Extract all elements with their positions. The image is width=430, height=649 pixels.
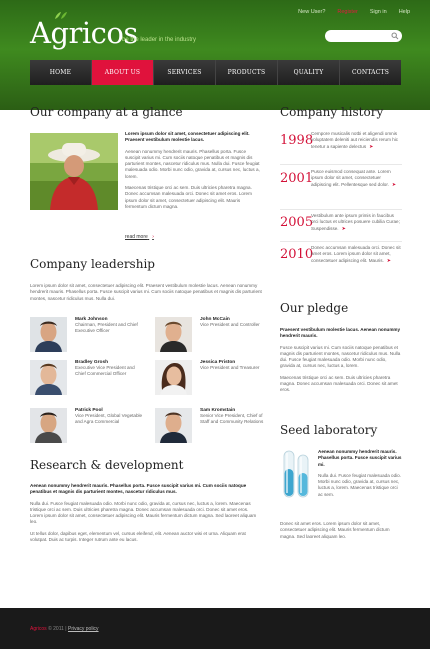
- person-info: [200, 408, 270, 426]
- research-title: Research & development: [30, 458, 184, 472]
- pledge-paragraph-2: Maecenas tristique orci ac sem. Duis ultricies pharetra magna. Donec accumsan malesuada orci. Donec sit amet eros.: [280, 374, 398, 393]
- research-paragraph-1: Nulla dui. Fusce feugiat malesuada odio. Morbi nunc odio, gravida at, cursus nec, luctus a, lorem. Maecenas tristique orci ac sem. Duis ultricies pharetra magna. Donec accumsan malesuada orci. Donec sit amet eros. Lorem ipsum dolor sit amet, consectetuer adipiscing elit. Mauris fermentum dictum magna. Sed laoreet aliquam leo.: [30, 500, 257, 525]
- person-info: [75, 360, 145, 378]
- footer-brand[interactable]: Agricos: [30, 626, 47, 632]
- glance-title: Our company at a glance: [30, 105, 183, 119]
- divider: [280, 241, 402, 242]
- portrait-image: [155, 317, 192, 352]
- footer-copyright: © 2011 |: [48, 626, 67, 632]
- person-role: Vice President and Controller: [200, 322, 260, 327]
- portrait-image: [155, 408, 192, 443]
- person-card: [155, 317, 270, 353]
- site-logo[interactable]: Agricos: [30, 16, 138, 50]
- glance-section: [30, 105, 262, 240]
- glance-lead: [125, 131, 262, 144]
- history-text: [311, 245, 402, 264]
- farmer-photo: [30, 133, 118, 210]
- person-card: [155, 408, 270, 444]
- glance-lead-text: Lorem ipsum dolor sit amet, consectetuer adipiscing elit. Praesent vestibulum molestie lacus.: [125, 131, 250, 143]
- main-nav: [30, 60, 401, 85]
- pledge-title: Our pledge: [280, 301, 349, 315]
- history-text: [311, 131, 402, 150]
- nav-contacts[interactable]: CONTACTS: [351, 69, 390, 76]
- read-more-link[interactable]: [125, 234, 154, 240]
- nav-services[interactable]: SERVICES: [154, 60, 216, 85]
- register-link[interactable]: Register: [337, 9, 358, 15]
- history-text-body: Pusce euismod consequat ante. Lorem ipsum dolor sit amet, consectetuer adipiscing elit. Pellentesque sed dolor.: [311, 169, 391, 187]
- divider: [280, 209, 402, 210]
- person-card: [155, 360, 270, 396]
- history-item: [280, 131, 402, 161]
- history-year: 2001: [280, 171, 314, 186]
- research-text: [30, 483, 262, 543]
- search-input[interactable]: [325, 30, 402, 42]
- glance-paragraph-1: Aenean nonummy hendrerit mauris. Phasellus porta. Fusce suscipit varius mi. Cum sociis natoque penatibus et magnis dis parturient montes, nascetur ridiculus mus. Nulla dui. Fusce feugiat malesuada odio. Morbi nunc odio, gravida at, cursus nec, luctus a, lorem.: [125, 148, 260, 179]
- history-text: [311, 169, 402, 188]
- history-text-body: Cempore musicalis notbi et aligendi omnis voluptatem deleniti aut reiciendis rerum hic tenetur a sapiente delectus: [311, 131, 399, 149]
- person-name: Patrick Pool: [75, 408, 103, 413]
- person-info: [200, 317, 270, 328]
- history-text: [311, 213, 402, 232]
- seed-paragraph-2: Donec sit amet eros. Lorem ipsum dolor sit amet, consectetuer adipiscing elit. Mauris fermentum dictum magna. Sed laoreet aliquam leo.: [280, 521, 390, 539]
- seed-lead-text: Aenean nonummy hendrerit mauris. Phasellus porta. Fusce suscipit varius mi.: [318, 449, 402, 467]
- seed-paragraph-1: Nulla dui. Fusce feugiat malesuada odio. Morbi nunc odio, gravida at, cursus nec, luctus a, lorem. Maecenas tristique orci ac sem.: [318, 472, 401, 497]
- history-item: [280, 213, 402, 243]
- history-text-body: Donec accumsan malesuada orci. Donec sit amet eros. Lorem ipsum dolor sit amet, consectetuer adipiscing elit. Mauris.: [311, 245, 401, 263]
- nav-quality[interactable]: QUALITY: [278, 60, 340, 85]
- leadership-intro: Lorem ipsum dolor sit amet, consectetuer adipiscing elit. Praesent vestibulum molestie lacus. Aenean nonummy hendrerit mauris. Phasellus porta. Fusce suscipit varius mi. Cum sociis natoque penatibus et magnis dis parturient montes, nascetur ridiculus mus. Nulla dui.: [30, 283, 262, 301]
- person-name: Bradley Grosh: [75, 360, 109, 365]
- glance-text: [125, 131, 262, 210]
- leadership-title: Company leadership: [30, 257, 155, 271]
- person-card: [30, 360, 145, 396]
- research-paragraph-2: Ut tellus dolor, dapibus eget, elementum vel, cursus eleifend, elit. Aenean auctor wisi et urna. Aliquam erat volutpat. Duis ac turpis. Integer rutrum ante eu lacus.: [30, 530, 246, 543]
- person-role: Executive Vice President and Chief Commercial Officer: [75, 365, 135, 377]
- pledge-paragraph-1: Fusce suscipit varius mi. Cum sociis natoque penatibus et magnis dis parturient montes, nascetur ridiculus mus. Nulla dui. Fusce feugiat malesuada odio. Morbi nunc odio, gravida at, cursus nec, luctus a, lorem.: [280, 344, 401, 369]
- person-info: [75, 408, 145, 426]
- person-name: Jessica Priston: [200, 360, 236, 365]
- portrait-image: [30, 360, 67, 395]
- arrow-right-icon[interactable]: ➤: [341, 225, 346, 232]
- person-role: Vice President and Treasurer: [200, 365, 260, 370]
- history-year: 2005: [280, 215, 314, 230]
- nav-products[interactable]: PRODUCTS: [216, 60, 278, 85]
- history-item: [280, 245, 402, 275]
- read-more-label[interactable]: read more: [125, 234, 148, 240]
- history-year: 2010: [280, 247, 314, 262]
- seed-title: Seed laboratory: [280, 423, 378, 437]
- person-role: Senior Vice President, Chief of Staff and Community Relations: [200, 413, 264, 425]
- portrait-image: [30, 408, 67, 443]
- divider: [280, 164, 402, 165]
- portrait-image: [155, 360, 192, 395]
- seed-lead: [318, 449, 402, 468]
- arrow-right-icon[interactable]: ➤: [386, 257, 391, 264]
- person-role: Vice President, Global Vegetable and Agra Commercial: [75, 413, 143, 425]
- help-link[interactable]: Help: [398, 9, 410, 15]
- leaf-icon: [54, 11, 68, 20]
- history-text-body: Vestibulum ante ipsum primis in faucibus orci luctus et ultrices posuere cubilia Curae; Suspendisse.: [311, 213, 400, 231]
- portrait-image: [30, 317, 67, 352]
- person-info: [75, 317, 145, 335]
- privacy-policy-link[interactable]: Privacy policy: [67, 626, 99, 632]
- person-info: [200, 360, 270, 371]
- arrow-right-icon[interactable]: ➤: [391, 181, 397, 188]
- site-footer: [0, 608, 430, 649]
- top-links: [298, 9, 410, 15]
- person-role: Chairman, President and Chief Executive Officer: [75, 322, 138, 334]
- footer-text: [30, 626, 99, 632]
- seed-text: [318, 449, 402, 498]
- arrow-right-icon[interactable]: ➤: [369, 143, 374, 150]
- site-header: [0, 0, 430, 110]
- research-lead-text: Aenean nonummy hendrerit mauris. Phasellus porta. Fusce suscipit varius mi. Cum sociis natoque penatibus et magnis dis parturient montes, nascetur ridiculus mus.: [30, 483, 247, 495]
- person-card: [30, 408, 145, 444]
- sign-in-link[interactable]: Sign in: [369, 9, 387, 15]
- research-lead: [30, 483, 262, 496]
- person-card: [30, 317, 145, 353]
- person-name: Mark Johnson: [75, 317, 108, 322]
- history-title: Company history: [280, 105, 384, 119]
- pledge-lead-text: Praesent vestibulum molestie lacus. Aenean nonummy hendrerit mauris.: [280, 327, 401, 339]
- search-icon[interactable]: [391, 32, 399, 40]
- pledge-text: [280, 327, 402, 394]
- history-year: 1998: [280, 133, 314, 148]
- test-tubes-image: [280, 449, 312, 501]
- arrow-right-icon: ›: [152, 234, 154, 240]
- pledge-lead: [280, 327, 402, 340]
- new-user-label: New User?: [298, 9, 326, 15]
- glance-paragraph-2: Maecenas tristique orci ac sem. Duis ultricies pharetra magna. Donec accumsan malesuada orci. Donec sit amet eros. Lorem ipsum dolor sit amet, consectetuer adipiscing elit. Mauris fermentum dictum magna.: [125, 185, 252, 209]
- history-item: [280, 169, 402, 199]
- nav-home[interactable]: HOME: [30, 60, 92, 85]
- nav-about-us[interactable]: ABOUT US: [92, 60, 154, 85]
- person-name: John McCain: [200, 317, 230, 322]
- person-name: Sam Kromstain: [200, 408, 236, 413]
- tagline: be the leader in the industry: [122, 37, 197, 43]
